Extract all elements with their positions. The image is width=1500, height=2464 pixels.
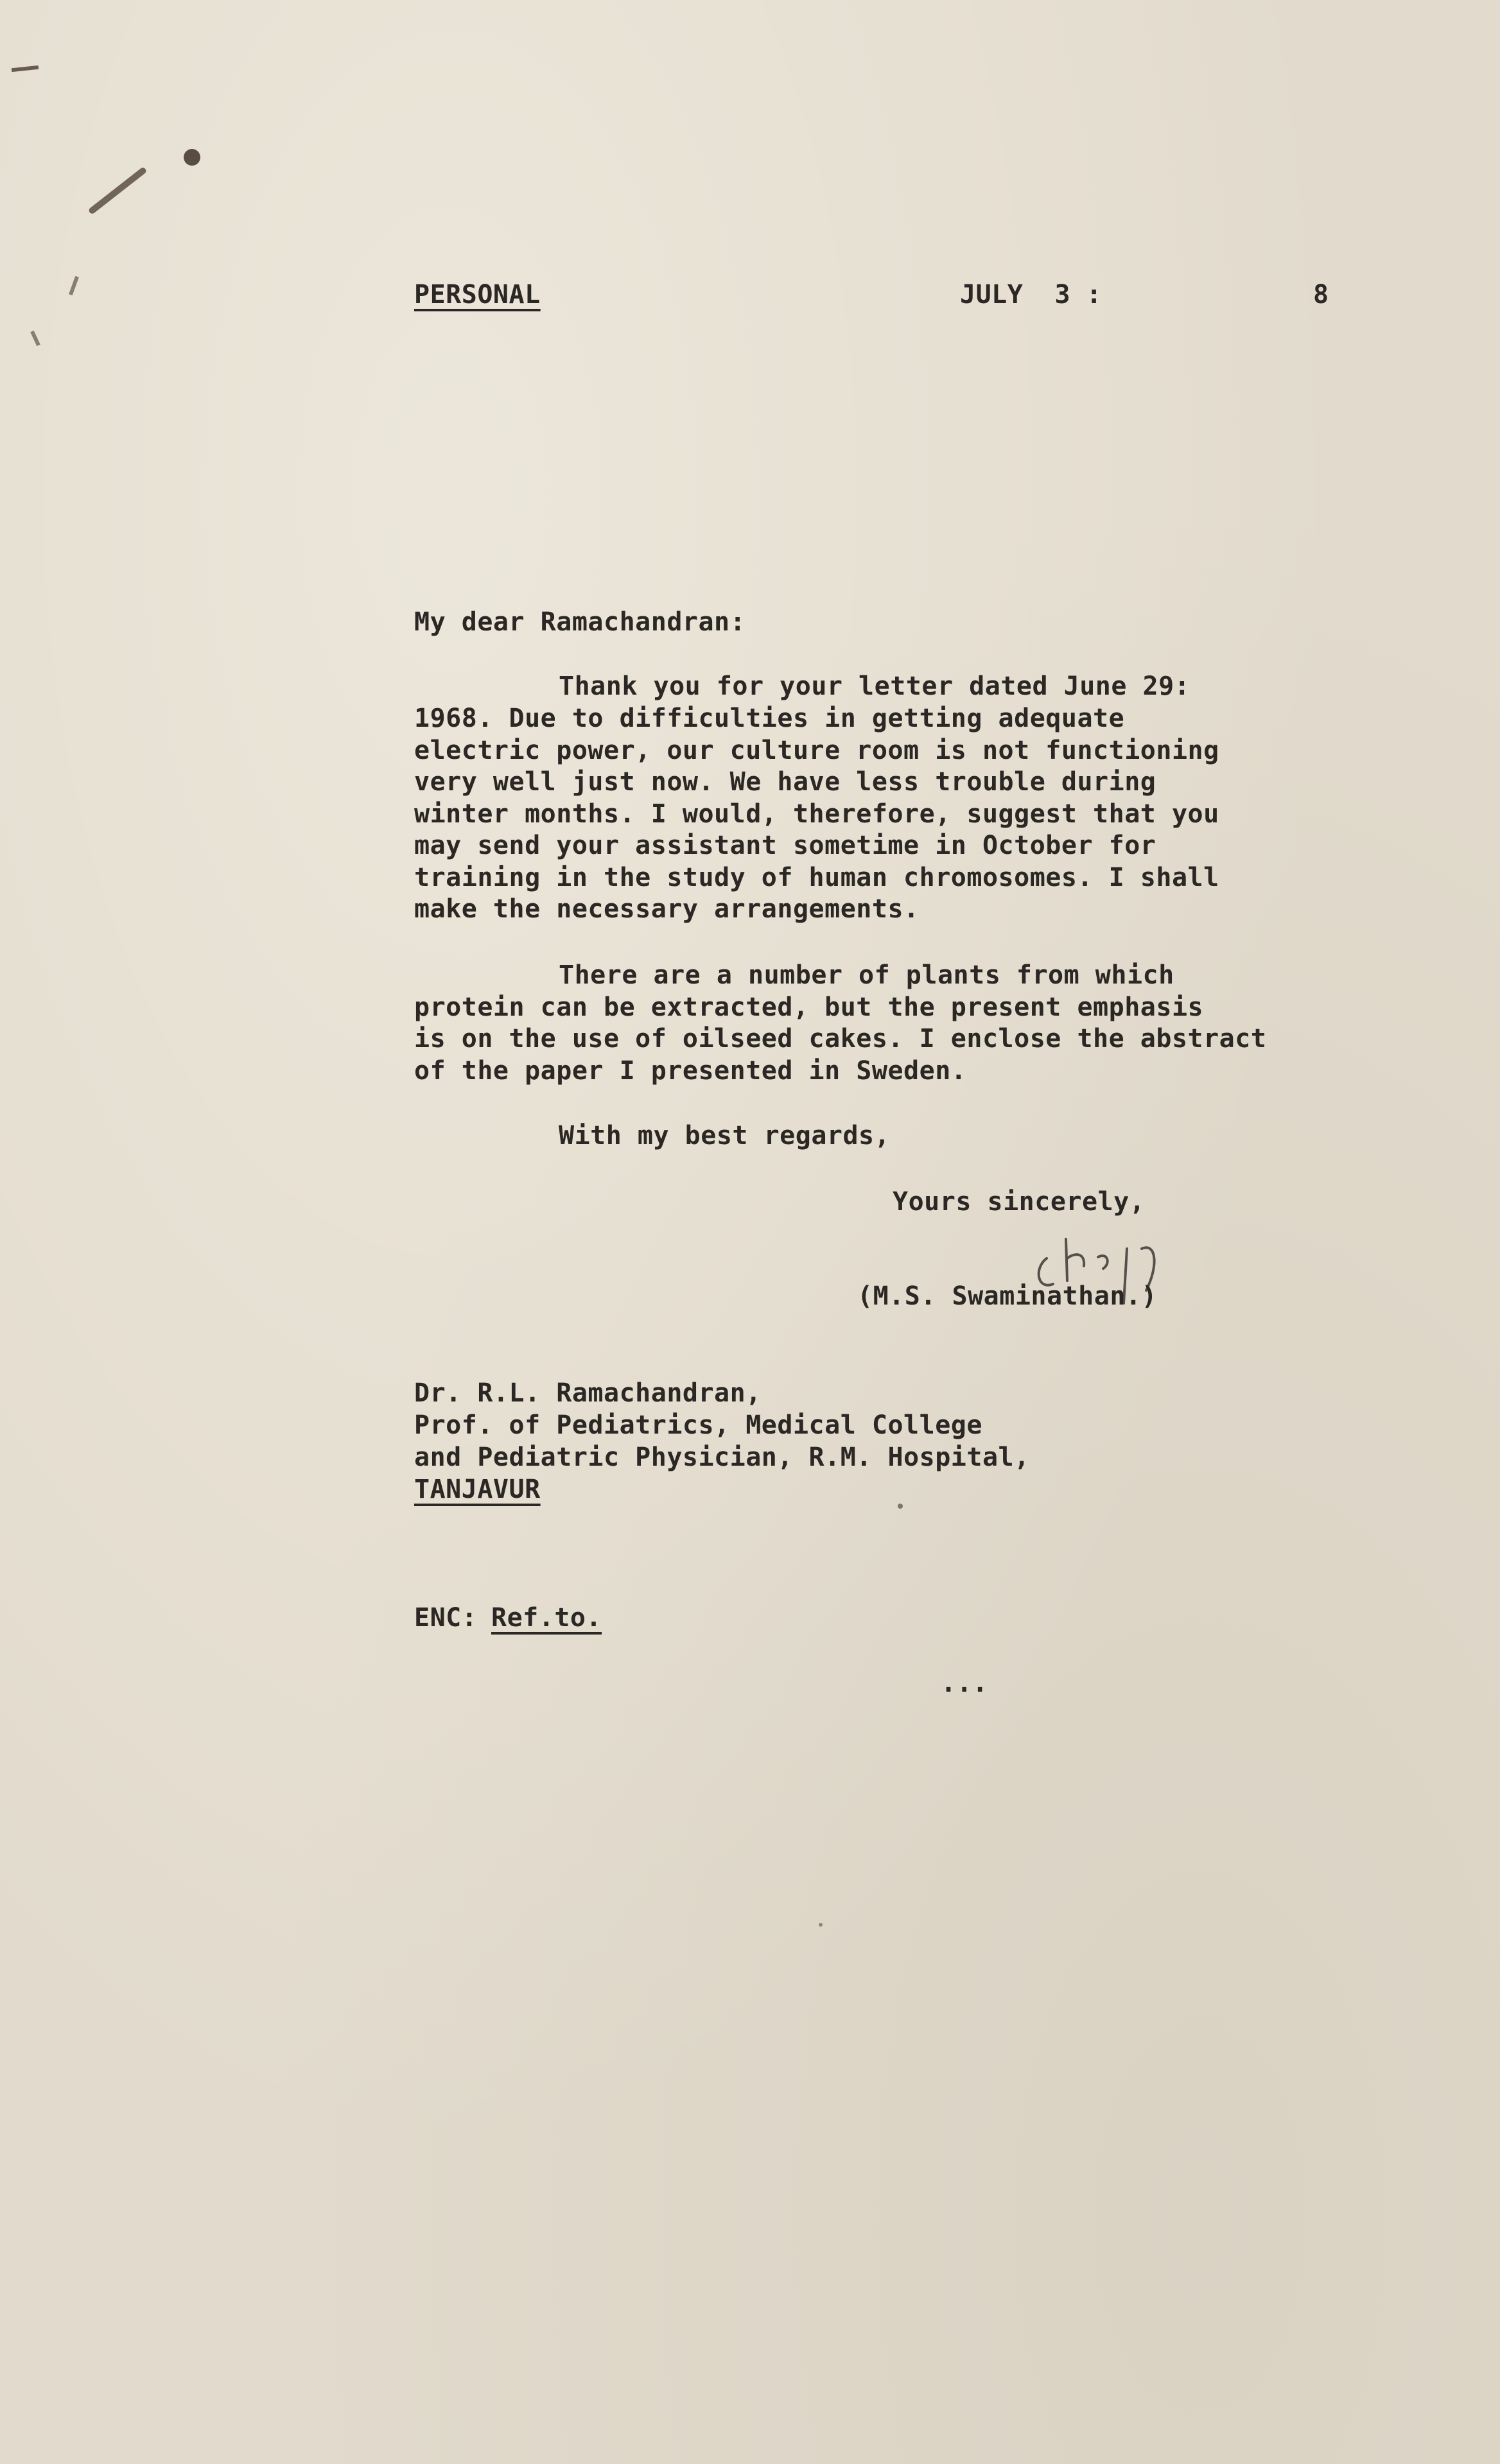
signatory-name: (M.S. Swaminathan.) <box>857 1281 1158 1311</box>
text-line: of the paper I presented in Sweden. <box>414 1056 967 1086</box>
paper-speck <box>898 1504 903 1509</box>
continuation-marker: ... <box>941 1669 988 1698</box>
text-line: winter months. I would, therefore, suggest that you <box>414 799 1219 829</box>
regards-line: With my best regards, <box>559 1121 891 1150</box>
text-line: is on the use of oilseed cakes. I enclose the abstract <box>414 1024 1267 1054</box>
recipient-line: Dr. R.L. Ramachandran, <box>414 1378 762 1408</box>
recipient-line: and Pediatric Physician, R.M. Hospital, <box>414 1443 1030 1472</box>
complimentary-close: Yours sincerely, <box>893 1187 1146 1217</box>
text-line: protein can be extracted, but the present emphasis <box>414 993 1204 1022</box>
text-line: may send your assistant sometime in October for <box>414 831 1156 860</box>
paper-stain <box>88 166 148 215</box>
letter-date: JULY 3 : <box>960 280 1103 309</box>
page-number: 8 <box>1313 280 1329 309</box>
enclosure-label: ENC: <box>414 1603 478 1633</box>
personal-marking: PERSONAL <box>414 280 541 309</box>
salutation: My dear Ramachandran: <box>414 607 746 637</box>
text-line: Thank you for your letter dated June 29: <box>559 672 1190 701</box>
recipient-line: Prof. of Pediatrics, Medical College <box>414 1410 982 1440</box>
paper-stain <box>12 65 39 72</box>
text-line: There are a number of plants from which <box>559 960 1174 990</box>
paper-stain <box>184 149 200 166</box>
text-line: 1968. Due to difficulties in getting adequate <box>414 704 1125 733</box>
text-line: make the necessary arrangements. <box>414 894 920 924</box>
text-line: very well just now. We have less trouble during <box>414 767 1156 797</box>
text-line: electric power, our culture room is not functioning <box>414 736 1219 765</box>
paper-stain <box>30 331 40 346</box>
enclosure-value: Ref.to. <box>491 1603 602 1633</box>
text-line: training in the study of human chromosomes. I shall <box>414 863 1219 892</box>
recipient-city: TANJAVUR <box>414 1475 541 1504</box>
paper-stain <box>69 276 79 295</box>
paper-speck <box>819 1923 823 1927</box>
